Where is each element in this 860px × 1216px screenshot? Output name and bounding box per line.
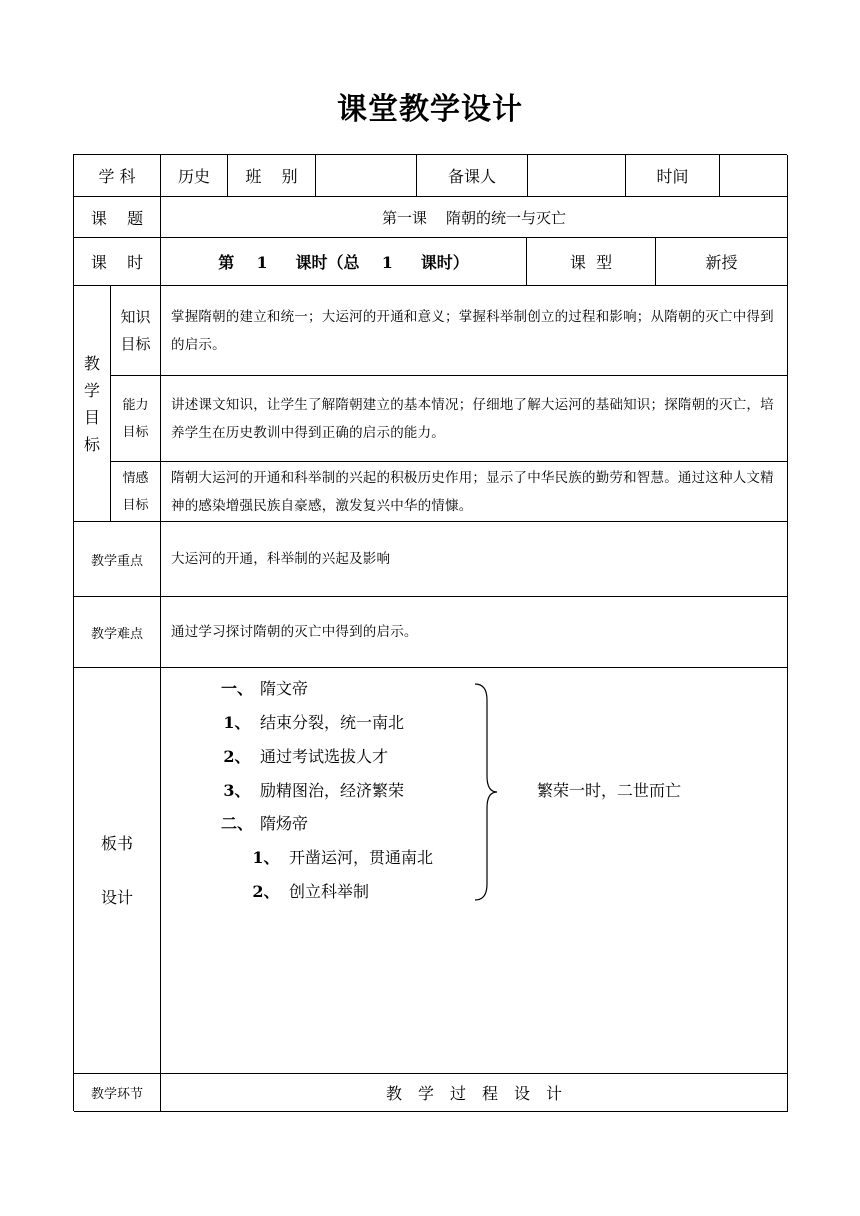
ability-label (111, 376, 161, 462)
lesson-type-label: 课 型 (527, 238, 656, 286)
process-label: 教学环节 (74, 1074, 161, 1112)
board-item-number: 二、 (220, 814, 253, 833)
preparer-label: 备课人 (417, 155, 528, 197)
board-summary: 繁荣一时，二世而亡 (537, 781, 682, 800)
board-item (214, 710, 404, 733)
board-item-text: 创立科举制 (289, 882, 370, 901)
process-heading-char: 教 (385, 1084, 402, 1103)
board-item (243, 879, 369, 902)
process-heading-char: 程 (482, 1084, 499, 1103)
process-heading (161, 1074, 788, 1112)
board-item-text: 通过考试选拔人才 (260, 747, 389, 766)
preparer-value (528, 155, 626, 197)
time-value (720, 155, 788, 197)
topic-value: 第一课 隋朝的统一与灭亡 (161, 197, 788, 238)
emotion-label-line: 情感 (122, 470, 149, 486)
emotion-text: 隋朝大运河的开通和科举制的兴起的积极历史作用；显示了中华民族的勤劳和智慧。通过这种人文精神的感染增强民族自豪感，激发复兴中华的情慷。 (161, 462, 788, 522)
knowledge-text: 掌握隋朝的建立和统一；大运河的开通和意义；掌握科举制创立的过程和影响；从隋朝的灭亡中得到的启示。 (161, 286, 788, 376)
emotion-label (111, 462, 161, 522)
emotion-label-line: 目标 (122, 497, 149, 513)
board-item (243, 845, 433, 868)
objectives-label (74, 286, 111, 522)
knowledge-label-line: 目标 (120, 334, 151, 353)
page-title: 课堂教学设计 (337, 92, 523, 127)
right-brace-icon (473, 682, 499, 902)
board-item (214, 744, 388, 767)
process-heading-char: 计 (546, 1084, 563, 1103)
board-item-text: 隋炀帝 (260, 814, 309, 833)
knowledge-label-line: 知识 (120, 307, 151, 326)
process-heading-char: 学 (417, 1084, 434, 1103)
board-item-text: 励精图治，经济繁荣 (260, 781, 405, 800)
difficulties-text: 通过学习探讨隋朝的灭亡中得到的启示。 (161, 597, 788, 668)
board-item (214, 676, 308, 699)
ability-text: 讲述课文知识，让学生了解隋朝建立的基本情况；仔细地了解大运河的基础知识；探隋朝的灭亡，培养学生在历史教训中得到正确的启示的能力。 (161, 376, 788, 462)
ability-label-line: 能力 (122, 397, 149, 413)
board-item-number: 2、 (252, 882, 280, 901)
ability-label-line: 目标 (122, 424, 149, 440)
class-value (316, 155, 417, 197)
board-item-text: 隋文帝 (260, 679, 309, 698)
board-item (214, 778, 404, 801)
objectives-label-char: 学 (83, 380, 100, 400)
objectives-label-char: 标 (83, 434, 100, 454)
process-heading-char: 过 (449, 1084, 466, 1103)
board-content (161, 668, 788, 1074)
board-item (214, 811, 308, 834)
lesson-type-value: 新授 (656, 238, 788, 286)
time-label: 时间 (626, 155, 720, 197)
board-item-number: 1、 (223, 713, 251, 732)
objectives-label-char: 教 (83, 353, 100, 373)
board-label-line: 板书 (100, 833, 133, 853)
board-label-line: 设计 (100, 887, 133, 907)
class-label: 班 别 (228, 155, 316, 197)
key-points-text: 大运河的开通，科举制的兴起及影响 (161, 522, 788, 597)
difficulties-label: 教学难点 (74, 597, 161, 668)
process-heading-char: 设 (514, 1084, 531, 1103)
board-label (74, 668, 161, 1074)
period-value: 第 1 课时（总 1 课时） (161, 238, 527, 286)
lesson-plan-table (73, 154, 787, 1111)
knowledge-label (111, 286, 161, 376)
board-item-number: 3、 (223, 781, 251, 800)
board-item-text: 开凿运河，贯通南北 (289, 848, 434, 867)
objectives-label-char: 目 (83, 407, 100, 427)
board-item-number: 2、 (223, 747, 251, 766)
key-points-label: 教学重点 (74, 522, 161, 597)
period-label: 课 时 (74, 238, 161, 286)
board-item-number: 一、 (220, 679, 253, 698)
subject-value: 历史 (161, 155, 228, 197)
board-item-number: 1、 (252, 848, 280, 867)
board-item-text: 结束分裂，统一南北 (260, 713, 405, 732)
topic-label: 课 题 (74, 197, 161, 238)
subject-label: 学 科 (74, 155, 161, 197)
